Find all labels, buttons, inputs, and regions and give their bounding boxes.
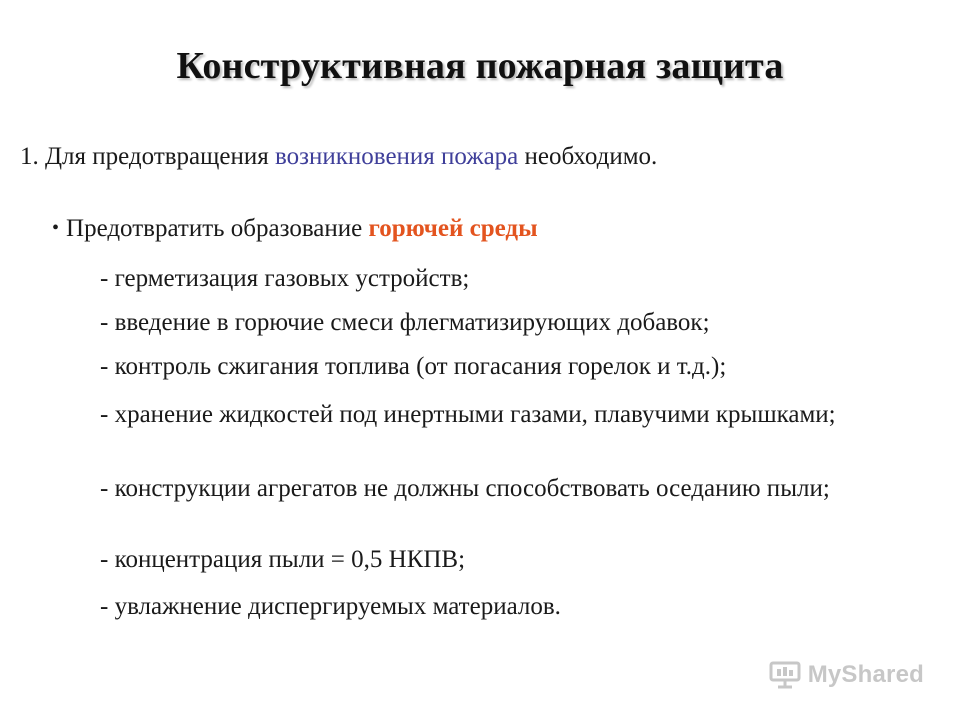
list-item: - хранение жидкостей под инертными газами, плавучими крышками; bbox=[100, 401, 836, 428]
list-item: - герметизация газовых устройств; bbox=[100, 265, 470, 292]
slide-title: Конструктивная пожарная защита bbox=[176, 45, 784, 87]
numbered-item-suffix: необходимо. bbox=[518, 143, 658, 170]
numbered-item bbox=[20, 140, 657, 174]
watermark-text: MyShared bbox=[807, 661, 924, 688]
bullet-highlight: горючей среды bbox=[368, 215, 538, 242]
bullet-item bbox=[52, 211, 538, 246]
watermark bbox=[768, 660, 924, 690]
list-item: - концентрация пыли = 0,5 НКПВ; bbox=[100, 546, 466, 573]
numbered-item-prefix: 1. Для предотвращения bbox=[20, 143, 275, 170]
presentation-screen-icon bbox=[768, 660, 802, 690]
bullet-marker: • bbox=[52, 217, 60, 239]
list-item: - введение в горючие смеси флегматизирующих добавок; bbox=[100, 309, 710, 336]
numbered-item-highlight: возникновения пожара bbox=[275, 143, 519, 170]
list-item: - конструкции агрегатов не должны способствовать оседанию пыли; bbox=[100, 475, 830, 502]
list-item: - увлажнение диспергируемых материалов. bbox=[100, 593, 561, 620]
list-item: - контроль сжигания топлива (от погасания горелок и т.д.); bbox=[100, 353, 727, 380]
bullet-prefix: Предотвратить образование bbox=[66, 215, 369, 242]
